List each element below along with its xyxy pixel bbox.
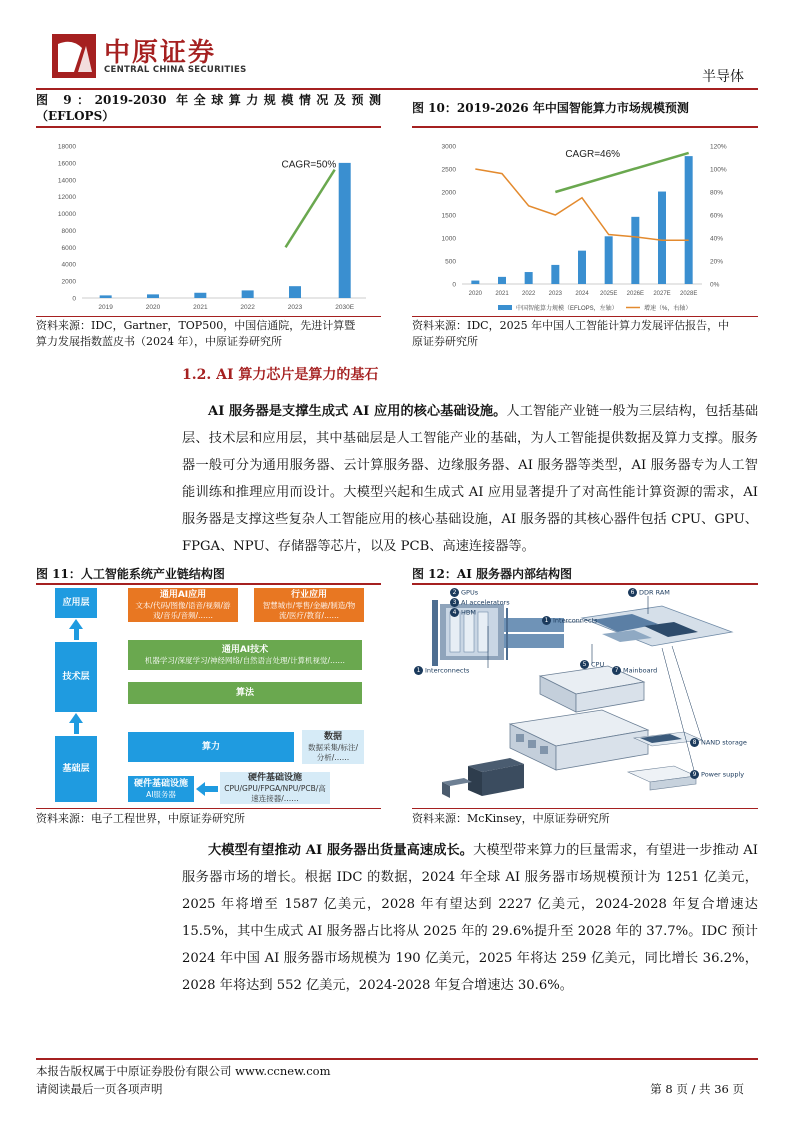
fig12-source: 资料来源：McKinsey，中原证券研究所 [412, 812, 610, 825]
fig10-chart [412, 130, 758, 316]
hw-infra-sub: AI服务器 [146, 790, 176, 799]
footer-disclaimer: 请阅读最后一页各项声明 [36, 1082, 163, 1096]
label-power-supply: 9 Power supply [690, 770, 750, 779]
fig10-rule [412, 126, 758, 128]
cagr-trend-line [286, 170, 335, 248]
x-tick-label: 2025E [599, 291, 618, 297]
bar-2020 [471, 281, 479, 284]
bar-2022 [242, 290, 254, 298]
fig9-chart [36, 130, 381, 315]
x-tick-label: 2030E [335, 304, 355, 311]
growth-rate-line [475, 169, 688, 240]
data-box [302, 730, 364, 764]
x-tick-label: 2026E [626, 291, 645, 297]
hw-infra-ai-server-box [128, 776, 194, 802]
industry-sub: 智慧城市/零售/金融/制造/物流/医疗/教育/…… [262, 601, 356, 620]
y-tick-label: 12000 [57, 194, 76, 202]
layer-app-label: 应用层 [62, 598, 90, 608]
y-tick-label: 2000 [61, 278, 76, 286]
legend-bar-swatch [498, 305, 512, 310]
y-left-tick-label: 1500 [441, 212, 456, 220]
y-left-tick-label: 500 [445, 258, 456, 266]
x-tick-label: 2021 [193, 304, 208, 311]
algorithm-label: 算法 [235, 688, 254, 698]
y-tick-label: 6000 [61, 244, 76, 252]
footer-copyright: 本报告版权属于中原证券股份有限公司 www.ccnew.com [36, 1064, 331, 1078]
label-number: 4 [450, 608, 459, 617]
label-hbm: 4 HBM [450, 608, 476, 617]
industry-title: 行业应用 [290, 590, 327, 600]
data-title: 数据 [323, 732, 342, 742]
paragraph-2 [182, 837, 758, 999]
paragraph-1-text: 人工智能产业链一般为三层结构，包括基础层、技术层和应用层，其中基础层是人工智能产业的基础，为人工智能提供数据及算力支撑。服务器一般可分为通用服务器、云计算服务器、边缘服务器、AI 服务器等类型，AI 服务器专为人工智能训练和推理应用而设计。大模型兴起和生成式 AI 应用显著提升了对高性能计算资源的需求，AI 服务器是支撑这些复杂人工智能应用的核心基础设施，AI 服务器的其核心器件包括 CPU、GPU、FPGA、NPU、存储器等芯片，以及 PCB、高速连接器等。 [182, 404, 759, 554]
label-cpu: 5 CPU [580, 660, 604, 669]
y-tick-label: 0 [72, 295, 76, 303]
y-tick-label: 16000 [57, 160, 76, 168]
x-tick-label: 2022 [240, 304, 255, 311]
bar-2025E [605, 236, 613, 284]
general-ai-title: 通用AI应用 [159, 590, 207, 600]
arrow-up-icon [69, 713, 83, 723]
x-tick-label: 2023 [287, 304, 303, 311]
section-heading: 1.2. AI 算力芯片是算力的基石 [182, 367, 379, 383]
y-tick-label: 8000 [61, 227, 76, 235]
bar-2019 [100, 295, 112, 298]
y-tick-label: 4000 [61, 261, 76, 269]
bar-2026E [631, 217, 639, 284]
fig11-source-rule [36, 808, 381, 809]
label-number: 5 [580, 660, 589, 669]
fig10-source-rule [412, 316, 758, 317]
fig9-source-rule [36, 316, 381, 317]
label-number: 6 [628, 588, 637, 597]
y-left-tick-label: 2000 [441, 189, 456, 197]
y-right-tick-label: 0% [710, 281, 720, 289]
label-number: 2 [450, 588, 459, 597]
data-sub: 数据采集/标注/分析/…… [307, 743, 359, 762]
arrow-up-icon [69, 619, 83, 629]
logo-en: CENTRAL CHINA SECURITIES [104, 65, 247, 75]
fig10-source: 资料来源：IDC，2025 年中国人工智能计算力发展评估报告，中 原证券研究所 [412, 319, 730, 348]
label-ai-accelerators: 3 AI accelerators [450, 598, 510, 607]
cagr-label: CAGR=50% [281, 159, 337, 171]
hw-base-title: 硬件基础设施 [247, 773, 302, 783]
y-left-tick-label: 2500 [441, 166, 456, 174]
paragraph-2-text: 大模型带来算力的巨量需求，有望进一步推动 AI 服务器市场的增长。根据 IDC 的数据，2024 年全球 AI 服务器市场规模预计为 1251 亿美元，2025 年将增至 1587 亿美元，2028 年有望达到 2227 亿美元，2024-2028 年复合增速达 15.5%，其中生成式 AI 服务器占比将从 2025 年的 29.6%提升至 2028 年的 37.7%。IDC 预计 2024 年中国 AI 服务器市场规模为 190 亿美元，2025 年将达 259 亿美元，同比增长 36.2%，2028 年将达到 552 亿美元，2024-2028 年复合增速达 30.6%。 [182, 843, 758, 993]
bar-2021 [194, 293, 206, 298]
bar-2028E [685, 156, 693, 284]
bar-2020 [147, 294, 159, 298]
y-tick-label: 10000 [57, 211, 76, 219]
x-tick-label: 2022 [521, 291, 536, 297]
general-ai-app-box [128, 588, 238, 622]
tech-title: 通用AI技术 [221, 645, 269, 655]
layer-base-box [55, 736, 97, 802]
arrow-left-icon [196, 782, 218, 796]
y-right-tick-label: 100% [710, 166, 727, 174]
x-tick-label: 2019 [98, 304, 113, 311]
y-left-tick-label: 0 [452, 281, 456, 289]
compute-box [128, 732, 294, 762]
header-rule [36, 88, 758, 90]
label-number: 1 [542, 616, 551, 625]
hw-infra-title: 硬件基础设施 [133, 779, 188, 789]
label-mainboard: 7 Mainboard [612, 666, 657, 675]
x-tick-label: 2023 [548, 291, 563, 297]
label-interconnects-left: 1 Interconnects [414, 666, 469, 675]
x-tick-label: 2020 [468, 291, 483, 297]
fig10-title: 图 10：2019-2026 年中国智能算力市场规模预测 [412, 101, 689, 115]
algorithm-box [128, 682, 362, 704]
fig11-rule [36, 583, 381, 585]
hw-base-box [220, 772, 330, 804]
paragraph-1 [182, 398, 758, 560]
logo-cn: 中原证券 [104, 38, 217, 68]
cagr-label: CAGR=46% [565, 148, 621, 160]
legend-bar-label: 中国智能算力规模（EFLOPS，左轴） [516, 306, 618, 312]
compute-label: 算力 [201, 742, 220, 752]
fig9-title: 图 9：2019-2030 年全球算力规模情况及预测 （EFLOPS） [36, 93, 381, 123]
general-ai-tech-box [128, 640, 362, 670]
label-number: 1 [414, 666, 423, 675]
layer-base-label: 基础层 [62, 764, 90, 774]
x-tick-label: 2028E [679, 291, 698, 297]
y-left-tick-label: 3000 [441, 143, 456, 151]
paragraph-1-lead: AI 服务器是支撑生成式 AI 应用的核心基础设施。 [208, 404, 507, 419]
y-right-tick-label: 80% [710, 189, 724, 197]
fig12-diagram [412, 586, 758, 808]
label-ddr-ram: 6 DDR RAM [628, 588, 670, 597]
x-tick-label: 2024 [575, 291, 589, 297]
bar-2024 [578, 251, 586, 284]
y-right-tick-label: 40% [710, 235, 724, 243]
y-tick-label: 18000 [57, 143, 76, 151]
paragraph-2-lead: 大模型有望推动 AI 服务器出货量高速成长。 [208, 843, 474, 858]
y-right-tick-label: 60% [710, 212, 724, 220]
bar-2022 [525, 272, 533, 284]
fig12-rule [412, 583, 758, 585]
fig11-source: 资料来源：电子工程世界，中原证券研究所 [36, 812, 245, 825]
arrow-app-shaft [74, 628, 79, 640]
footer-rule [36, 1058, 758, 1060]
hw-base-sub: CPU/GPU/FPGA/NPU/PCB/高速连接器/…… [224, 784, 326, 803]
fig11-diagram [36, 586, 381, 808]
layer-tech-box [55, 642, 97, 712]
y-left-tick-label: 1000 [441, 235, 456, 243]
sector-tag: 半导体 [702, 69, 744, 85]
label-number: 3 [450, 598, 459, 607]
company-logo [52, 30, 252, 80]
y-right-tick-label: 120% [710, 143, 727, 151]
fig12-source-rule [412, 808, 758, 809]
x-tick-label: 2027E [653, 291, 671, 297]
logo-mark-icon [52, 34, 96, 78]
label-number: 7 [612, 666, 621, 675]
bar-2027E [658, 192, 666, 284]
layer-app-box [55, 588, 97, 618]
layer-tech-label: 技术层 [62, 672, 90, 682]
bar-2021 [498, 277, 506, 284]
fig9-source: 资料来源：IDC，Gartner，TOP500，中国信通院，先进计算暨 算力发展指数蓝皮书（2024 年），中原证券研究所 [36, 319, 356, 348]
bar-2023 [551, 265, 559, 284]
label-interconnects-right: 1 Interconnects [542, 616, 597, 625]
legend-line-label: 增速（%，右轴） [644, 306, 692, 312]
arrow-tech-shaft [74, 722, 79, 734]
fig9-rule [36, 126, 381, 128]
x-tick-label: 2021 [495, 291, 509, 297]
y-tick-label: 14000 [57, 177, 76, 185]
fig12-title: 图 12：AI 服务器内部结构图 [412, 567, 572, 581]
label-number: 8 [690, 738, 699, 747]
tech-sub: 机器学习/深度学习/神经网络/自然语言处理/计算机视觉/…… [144, 656, 346, 665]
bar-2030E [339, 163, 351, 298]
label-number: 9 [690, 770, 699, 779]
bar-2023 [289, 286, 301, 298]
x-tick-label: 2020 [145, 304, 161, 311]
page-number: 第 8 页 / 共 36 页 [650, 1082, 744, 1096]
y-right-tick-label: 20% [710, 258, 724, 266]
label-gpus: 2 GPUs [450, 588, 478, 597]
label-nand-storage: 8 NAND storage [690, 738, 750, 747]
industry-app-box [254, 588, 364, 622]
fig11-title: 图 11：人工智能系统产业链结构图 [36, 567, 225, 581]
general-ai-sub: 文本/代码/图像/语音/视频/游戏/音乐/音频/…… [135, 601, 231, 620]
